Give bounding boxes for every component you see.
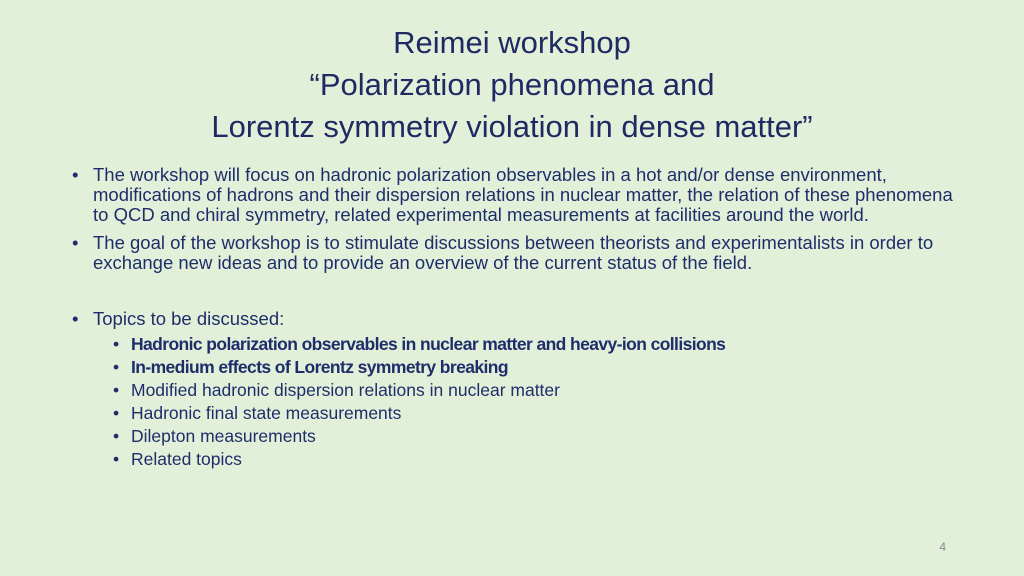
bullet-dot-icon: • <box>72 164 79 185</box>
title-line-2: “Polarization phenomena and <box>309 67 715 102</box>
topics-list <box>93 333 970 471</box>
bullet-text: The goal of the workshop is to stimulate discussions between theorists and experimentalists in order to exchange new ideas and to provide an overview of the current status of the field. <box>93 232 934 273</box>
title-line-1: Reimei workshop <box>393 25 631 60</box>
slide-title <box>0 22 1024 148</box>
sub-bullet-dot-icon: • <box>113 403 120 423</box>
bullet-item-topics <box>70 309 970 471</box>
topic-item <box>93 379 970 402</box>
bullet-list <box>70 165 970 471</box>
bullet-dot-icon: • <box>72 308 79 329</box>
topics-heading: Topics to be discussed: <box>93 308 285 329</box>
topic-item <box>93 448 970 471</box>
bullet-dot-icon: • <box>72 232 79 253</box>
topic-item <box>93 333 970 356</box>
slide-content <box>70 165 970 479</box>
topic-text: In-medium effects of Lorentz symmetry breaking <box>131 357 508 377</box>
topic-text: Hadronic polarization observables in nuclear matter and heavy-ion collisions <box>131 334 726 354</box>
sub-bullet-dot-icon: • <box>113 380 120 400</box>
topic-item <box>93 402 970 425</box>
title-line-3: Lorentz symmetry violation in dense matter” <box>211 109 813 144</box>
topic-item <box>93 425 970 448</box>
page-number: 4 <box>939 540 946 554</box>
sub-bullet-dot-icon: • <box>113 449 120 469</box>
topic-text: Related topics <box>131 449 242 469</box>
sub-bullet-dot-icon: • <box>113 357 120 377</box>
bullet-item-focus <box>70 165 970 225</box>
bullet-item-goal <box>70 233 970 273</box>
topic-item <box>93 356 970 379</box>
topic-text: Hadronic final state measurements <box>131 403 402 423</box>
bullet-text: The workshop will focus on hadronic polarization observables in a hot and/or dense environment, modifications of hadrons and their dispersion relations in nuclear matter, the relation of these phenomena to QCD and chiral symmetry, related experimental measurements at facilities around the world. <box>93 164 953 225</box>
sub-bullet-dot-icon: • <box>113 334 120 354</box>
topic-text: Dilepton measurements <box>131 426 316 446</box>
sub-bullet-dot-icon: • <box>113 426 120 446</box>
topic-text: Modified hadronic dispersion relations in nuclear matter <box>131 380 560 400</box>
